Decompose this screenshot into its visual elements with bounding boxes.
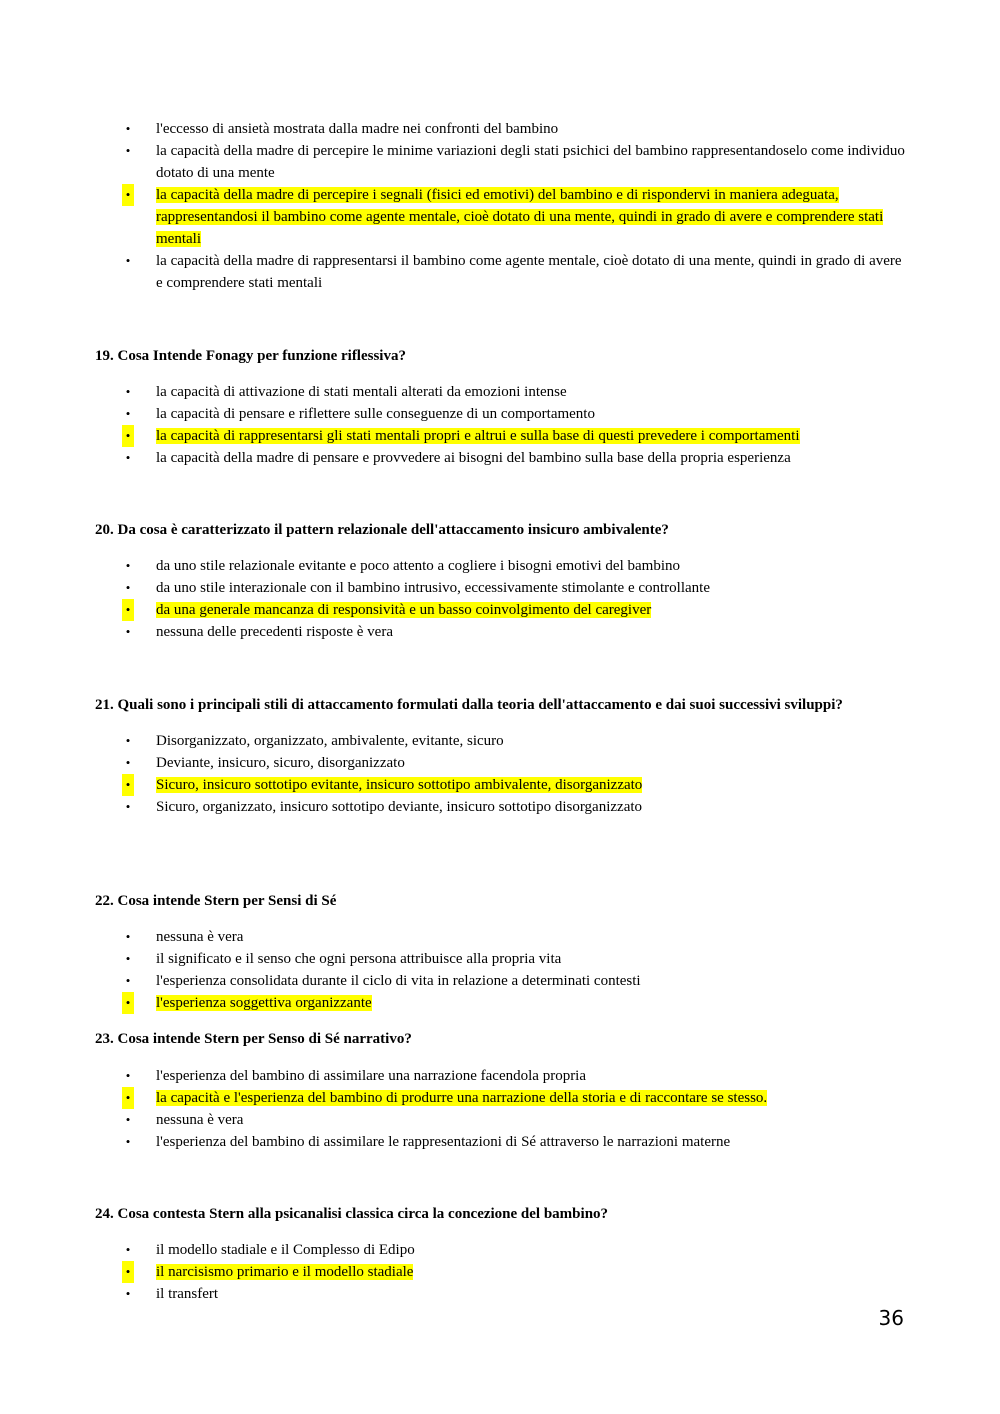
answer-option-correct: • la capacità e l'esperienza del bambino di produrre una narrazione della storia e di raccontare se stesso. (95, 1087, 905, 1109)
question-18-continued (95, 118, 905, 294)
question-21 (95, 694, 905, 818)
answer-option-correct: • la capacità della madre di percepire i segnali (fisici ed emotivi) del bambino e di rispondervi in maniera adeguata, rappresentandosi il bambino come agente mentale, cioè dotato di una mente, quindi in grado di avere e comprendere stati mentali (95, 184, 905, 250)
bullet-icon: • (122, 774, 134, 796)
answer-option: • la capacità di attivazione di stati mentali alterati da emozioni intense (95, 381, 905, 403)
answer-option: • l'esperienza del bambino di assimilare le rappresentazioni di Sé attraverso le narrazioni materne (95, 1131, 905, 1153)
answer-list (95, 118, 905, 294)
bullet-icon: • (125, 755, 131, 770)
bullet-icon: • (125, 799, 131, 814)
question-title: 21. Quali sono i principali stili di attaccamento formulati dalla teoria dell'attaccamento e dai suoi successivi sviluppi? (95, 697, 843, 713)
answer-list (95, 730, 905, 818)
answer-option: • da uno stile interazionale con il bambino intrusivo, eccessivamente stimolante e controllante (95, 577, 905, 599)
question-19 (95, 345, 905, 469)
answer-list (95, 555, 905, 643)
bullet-icon: • (125, 580, 131, 595)
question-title: 23. Cosa intende Stern per Senso di Sé narrativo? (95, 1031, 412, 1047)
answer-list (95, 1239, 905, 1305)
bullet-icon: • (125, 951, 131, 966)
answer-option: • il significato e il senso che ogni persona attribuisce alla propria vita (95, 948, 905, 970)
question-title: 20. Da cosa è caratterizzato il pattern relazionale dell'attaccamento insicuro ambivalente? (95, 522, 669, 538)
answer-option: • il transfert (95, 1283, 905, 1305)
bullet-icon: • (122, 425, 134, 447)
answer-option: • Disorganizzato, organizzato, ambivalente, evitante, sicuro (95, 730, 905, 752)
answer-option-correct: • l'esperienza soggettiva organizzante (95, 992, 905, 1014)
bullet-icon: • (125, 121, 131, 136)
answer-option: • Sicuro, organizzato, insicuro sottotipo deviante, insicuro sottotipo disorganizzato (95, 796, 905, 818)
bullet-icon: • (125, 1242, 131, 1257)
answer-option: • da uno stile relazionale evitante e poco attento a cogliere i bisogni emotivi del bambino (95, 555, 905, 577)
bullet-icon: • (125, 1134, 131, 1149)
answer-option: • l'esperienza del bambino di assimilare una narrazione facendola propria (95, 1065, 905, 1087)
answer-option-correct: • il narcisismo primario e il modello stadiale (95, 1261, 905, 1283)
answer-list (95, 381, 905, 469)
bullet-icon: • (122, 1087, 134, 1109)
question-title: 19. Cosa Intende Fonagy per funzione riflessiva? (95, 348, 406, 364)
answer-option-correct: • la capacità di rappresentarsi gli stati mentali propri e altrui e sulla base di questi prevedere i comportamenti (95, 425, 905, 447)
bullet-icon: • (125, 406, 131, 421)
bullet-icon: • (122, 1261, 134, 1283)
bullet-icon: • (122, 184, 134, 206)
bullet-icon: • (125, 929, 131, 944)
answer-option-correct: • Sicuro, insicuro sottotipo evitante, insicuro sottotipo ambivalente, disorganizzato (95, 774, 905, 796)
answer-option: • la capacità della madre di rappresentarsi il bambino come agente mentale, cioè dotato di una mente, quindi in grado di avere e comprendere stati mentali (95, 250, 905, 294)
answer-option: • la capacità di pensare e riflettere sulle conseguenze di un comportamento (95, 403, 905, 425)
question-title: 22. Cosa intende Stern per Sensi di Sé (95, 893, 337, 909)
bullet-icon: • (125, 624, 131, 639)
answer-option: • nessuna è vera (95, 1109, 905, 1131)
answer-list (95, 1065, 905, 1153)
bullet-icon: • (125, 1112, 131, 1127)
bullet-icon: • (125, 973, 131, 988)
bullet-icon: • (125, 733, 131, 748)
bullet-icon: • (122, 992, 134, 1014)
bullet-icon: • (125, 1286, 131, 1301)
page-number: 36 (878, 1306, 904, 1330)
answer-option: • nessuna è vera (95, 926, 905, 948)
question-23 (95, 1028, 905, 1153)
bullet-icon: • (122, 599, 134, 621)
question-24 (95, 1203, 905, 1305)
bullet-icon: • (125, 253, 131, 268)
answer-option: • Deviante, insicuro, sicuro, disorganizzato (95, 752, 905, 774)
bullet-icon: • (125, 384, 131, 399)
bullet-icon: • (125, 143, 131, 158)
answer-option: • il modello stadiale e il Complesso di Edipo (95, 1239, 905, 1261)
answer-option: • l'eccesso di ansietà mostrata dalla madre nei confronti del bambino (95, 118, 905, 140)
answer-option: • la capacità della madre di pensare e provvedere ai bisogni del bambino sulla base della propria esperienza (95, 447, 905, 469)
question-title: 24. Cosa contesta Stern alla psicanalisi classica circa la concezione del bambino? (95, 1206, 609, 1222)
question-20 (95, 519, 905, 643)
bullet-icon: • (125, 1068, 131, 1083)
answer-option: • nessuna delle precedenti risposte è vera (95, 621, 905, 643)
answer-option: • l'esperienza consolidata durante il ciclo di vita in relazione a determinati contesti (95, 970, 905, 992)
answer-list (95, 926, 905, 1014)
bullet-icon: • (125, 558, 131, 573)
answer-option-correct: • da una generale mancanza di responsività e un basso coinvolgimento del caregiver (95, 599, 905, 621)
answer-option: • la capacità della madre di percepire le minime variazioni degli stati psichici del bambino rappresentandoselo come individuo dotato di una mente (95, 140, 905, 184)
bullet-icon: • (125, 450, 131, 465)
question-22 (95, 890, 905, 1014)
